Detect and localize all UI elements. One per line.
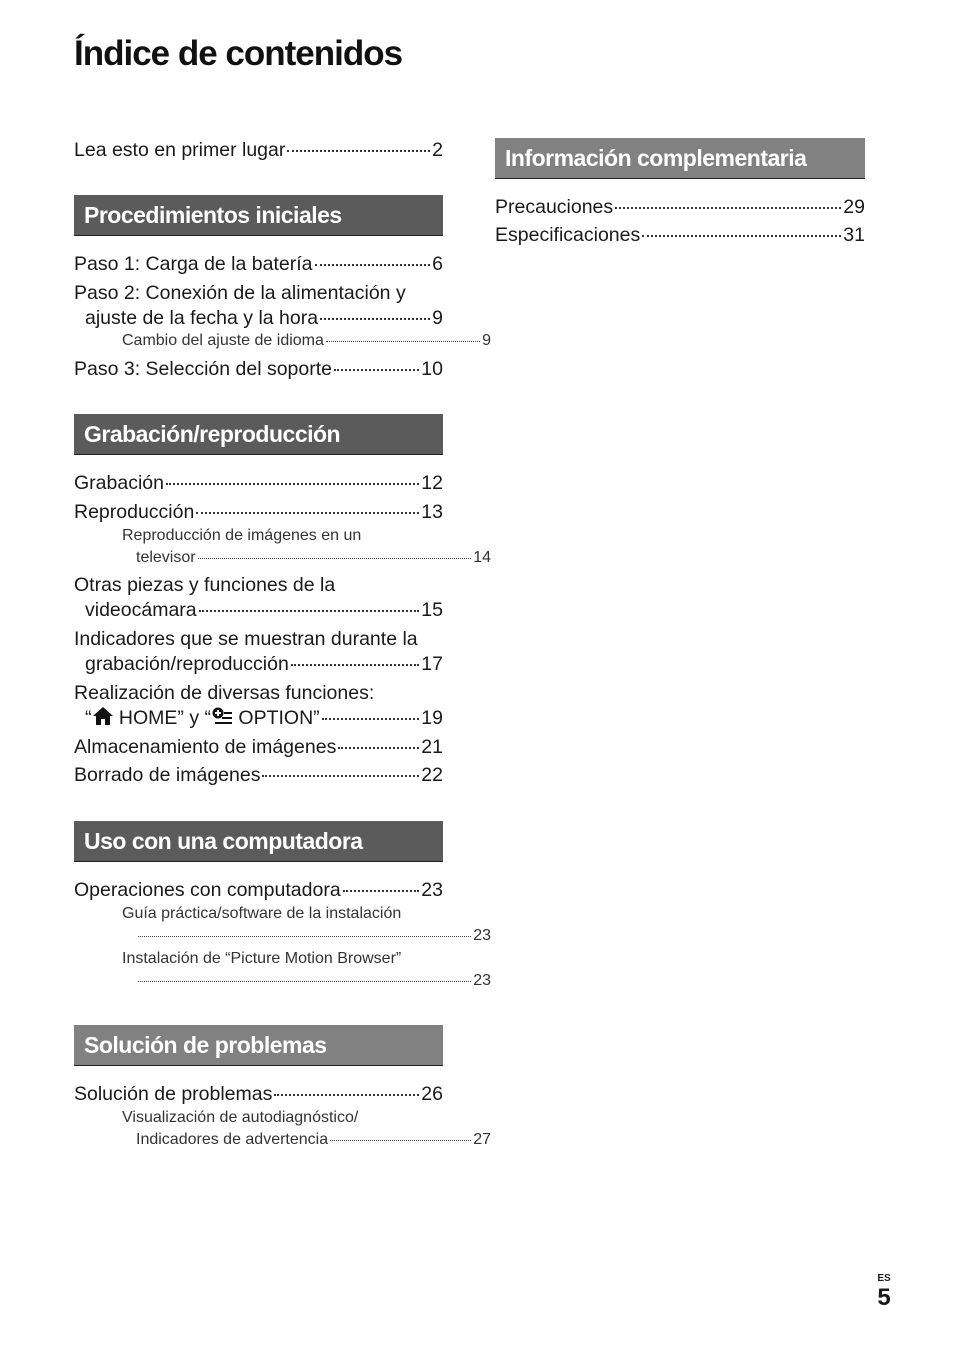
toc-entry[interactable]: Operaciones con computadora 23: [74, 879, 443, 901]
toc-entry[interactable]: Especificaciones 31: [495, 224, 865, 246]
leader-dots: [166, 483, 419, 485]
toc-entry[interactable]: Borrado de imágenes 22: [74, 764, 443, 786]
section-heading-computadora: Uso con una computadora: [74, 821, 443, 862]
toc-entry-text: Lea esto en primer lugar: [74, 139, 286, 161]
toc-entry[interactable]: Solución de problemas 26: [74, 1083, 443, 1105]
leader-dots: [262, 775, 419, 777]
leader-dots: [315, 264, 431, 266]
leader-dots: [326, 341, 480, 342]
toc-entry-intro[interactable]: [74, 138, 443, 163]
toc-subentry[interactable]: Guía práctica/software de la instalación 23: [122, 905, 491, 944]
leader-dots: [138, 936, 471, 937]
leader-dots: [343, 890, 420, 892]
option-icon: [211, 706, 233, 726]
toc-entry[interactable]: Precauciones 29: [495, 196, 865, 218]
toc-entry[interactable]: Realización de diversas funciones: “ HOME” y “ OPTION” 19: [74, 682, 443, 729]
toc-entry[interactable]: Grabación 12: [74, 472, 443, 494]
page-number-block: [877, 1273, 891, 1311]
leader-dots: [196, 512, 419, 514]
toc-entry[interactable]: Paso 3: Selección del soporte 10: [74, 358, 443, 380]
toc-entry[interactable]: Almacenamiento de imágenes 21: [74, 736, 443, 758]
toc-page-number: 2: [432, 139, 443, 161]
home-icon: [92, 706, 114, 726]
leader-dots: [338, 747, 419, 749]
toc-subentry[interactable]: Visualización de autodiagnóstico/ Indicadores de advertencia 27: [122, 1109, 491, 1148]
leader-dots: [287, 150, 430, 152]
page-title: Índice de contenidos: [74, 34, 403, 73]
toc-entry[interactable]: Reproducción 13: [74, 501, 443, 523]
leader-dots: [138, 981, 471, 982]
leader-dots: [642, 235, 841, 237]
language-code: ES: [877, 1273, 891, 1284]
leader-dots: [322, 718, 420, 720]
section-heading-procedimientos: Procedimientos iniciales: [74, 195, 443, 236]
leader-dots: [334, 369, 419, 371]
toc-subentry[interactable]: Reproducción de imágenes en un televisor 14: [122, 527, 491, 566]
toc-entry[interactable]: Indicadores que se muestran durante la grabación/reproducción 17: [74, 628, 443, 675]
toc-subentry[interactable]: Instalación de “Picture Motion Browser” 23: [122, 950, 491, 989]
toc-entry[interactable]: Paso 1: Carga de la batería 6: [74, 253, 443, 275]
leader-dots: [615, 207, 841, 209]
toc-entry[interactable]: Otras piezas y funciones de la videocámara 15: [74, 574, 443, 621]
leader-dots: [291, 664, 419, 666]
section-heading-informacion: Información complementaria: [495, 138, 865, 179]
leader-dots: [330, 1140, 471, 1141]
section-heading-grabacion: Grabación/reproducción: [74, 414, 443, 455]
page-number: 5: [877, 1284, 891, 1311]
leader-dots: [198, 558, 472, 559]
leader-dots: [274, 1094, 419, 1096]
leader-dots: [320, 318, 430, 320]
toc-subentry[interactable]: Cambio del ajuste de idioma 9: [122, 332, 491, 349]
section-heading-problemas: Solución de problemas: [74, 1025, 443, 1066]
toc-entry[interactable]: Paso 2: Conexión de la alimentación y ajuste de la fecha y la hora 9: [74, 282, 443, 329]
leader-dots: [199, 610, 420, 612]
